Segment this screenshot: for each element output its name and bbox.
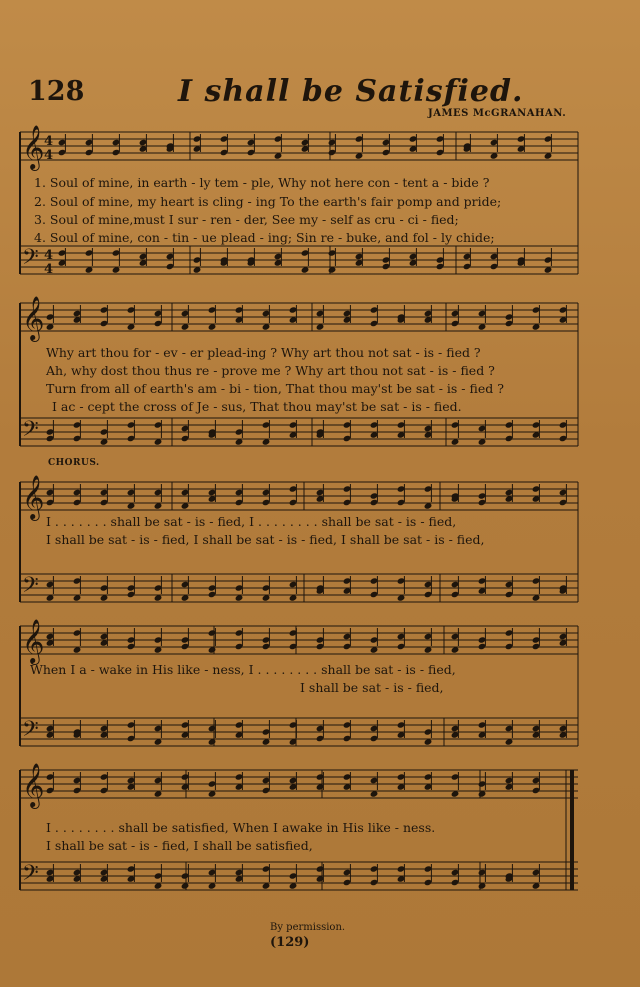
verse-2-line-1: 2. Soul of mine, my heart is cling - ing To the earth's fair pomp and pride; [34, 194, 502, 209]
note-heads [46, 134, 568, 890]
bass-clef-icon: 𝄢 [22, 417, 39, 447]
treble-clef-icon: 𝄞 [22, 619, 45, 663]
verse-2-line-2: Ah, why dost thou thus re - prove me ? Why art thou not sat - is - fied ? [46, 363, 495, 378]
staff-1-bass [20, 246, 578, 274]
treble-clef-icon: 𝄞 [22, 296, 45, 340]
permission-note: By permission. [270, 922, 346, 933]
chorus-line-1-lower: I shall be sat - is - fied, I shall be sat - is - fied, I shall be sat - is - fied, [46, 532, 485, 547]
time-signature-top: 4 [44, 248, 54, 263]
verse-4-line-1: 4. Soul of mine, con - tin - ue plead - ing; Sin re - buke, and fol - ly chide; [34, 230, 495, 245]
verse-3-line-2: Turn from all of earth's am - bi - tion, That thou may'st be sat - is - fied ? [46, 381, 504, 396]
time-signature-bottom: 4 [44, 148, 54, 163]
staff-5-bass [20, 862, 578, 890]
chorus-line-2-upper: When I a - wake in His like - ness, I . . . . . . . . shall be sat - is - fied, [30, 662, 456, 677]
chorus-line-2-lower: I shall be sat - is - fied, [300, 680, 444, 695]
treble-clef-icon: 𝄞 [22, 763, 45, 807]
chorus-label: CHORUS. [48, 458, 100, 468]
treble-clef-icon: 𝄞 [22, 475, 45, 519]
chorus-line-3-lower: I shall be sat - is - fied, I shall be satisfied, [46, 838, 313, 853]
verse-1-line-2: Why art thou for - ev - er plead-ing ? Why art thou not sat - is - fied ? [46, 345, 481, 360]
hymn-number: 128 [28, 76, 85, 107]
time-signature-top: 4 [44, 134, 54, 149]
staff-4-bass [20, 718, 578, 746]
verse-4-line-2: I ac - cept the cross of Je - sus, That thou may'st be sat - is - fied. [52, 399, 462, 414]
bass-clef-icon: 𝄢 [22, 245, 39, 275]
composer: JAMES McGRANAHAN. [428, 108, 567, 119]
bass-clef-icon: 𝄢 [22, 861, 39, 891]
chorus-line-3-upper: I . . . . . . . . shall be satisfied, When I awake in His like - ness. [46, 820, 436, 835]
verse-3-line-1: 3. Soul of mine,must I sur - ren - der, See my - self as cru - ci - fied; [34, 212, 459, 227]
bass-clef-icon: 𝄢 [22, 717, 39, 747]
treble-clef-icon: 𝄞 [22, 125, 45, 169]
hymn-title: I shall be Satisfied. [178, 74, 524, 109]
page-number: (129) [270, 935, 310, 950]
verse-1-line-1: 1. Soul of mine, in earth - ly tem - ple, Why not here con - tent a - bide ? [34, 175, 490, 190]
time-signature-bottom: 4 [44, 262, 54, 277]
chorus-line-1-upper: I . . . . . . . shall be sat - is - fied, I . . . . . . . . shall be sat - is - fied, [46, 514, 457, 529]
bass-clef-icon: 𝄢 [22, 573, 39, 603]
